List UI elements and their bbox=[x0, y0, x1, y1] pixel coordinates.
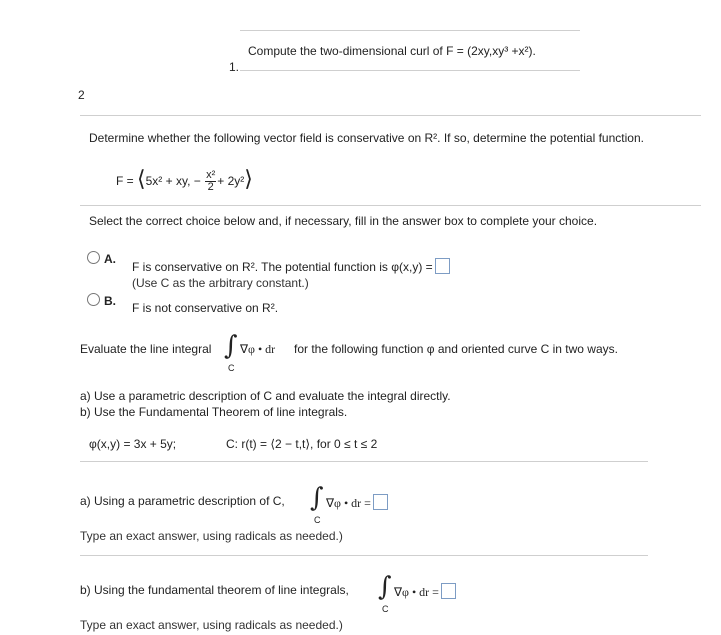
q2-top-divider bbox=[80, 115, 701, 116]
answer-a-integral-icon: ∫ bbox=[310, 483, 324, 513]
q1-prompt: Compute the two-dimensional curl of F = (2xy,xy³ +x²). bbox=[248, 44, 536, 58]
answer-b-box[interactable] bbox=[441, 583, 456, 599]
page-marker: 2 bbox=[78, 88, 85, 102]
choice-a-text-line bbox=[132, 258, 450, 274]
answer-b-label: b) Using the fundamental theorem of line integrals, bbox=[80, 583, 349, 597]
answer-a-label: a) Using a parametric description of C, bbox=[80, 494, 285, 508]
answer-a-integrand: ∇φ • dr = bbox=[326, 496, 371, 510]
choice-a-text: F is conservative on R². The potential function is φ(x,y) = bbox=[132, 260, 433, 274]
potential-function-answer-box[interactable] bbox=[435, 258, 450, 274]
field-lhs: F = bbox=[116, 174, 134, 188]
right-angle-bracket: ⟩ bbox=[244, 166, 253, 191]
choice-b-text: F is not conservative on R². bbox=[132, 301, 279, 315]
q3-part-b: b) Use the Fundamental Theorem of line integrals. bbox=[80, 405, 348, 419]
q3-divider-2 bbox=[80, 555, 648, 556]
answer-b-contour: C bbox=[382, 604, 389, 614]
answer-a-note: Type an exact answer, using radicals as needed.) bbox=[80, 529, 343, 543]
vector-field-formula bbox=[116, 165, 253, 193]
q3-intro-after: for the following function φ and oriented curve C in two ways. bbox=[294, 342, 618, 356]
choice-b[interactable] bbox=[87, 293, 116, 308]
choice-b-radio[interactable] bbox=[87, 293, 100, 306]
q2-prompt: Determine whether the following vector field is conservative on R². If so, determine the potential function. bbox=[89, 131, 644, 145]
field-part1: 5x² + xy, − bbox=[145, 174, 201, 188]
q3-curve: C: r(t) = ⟨2 − t,t⟩, for 0 ≤ t ≤ 2 bbox=[226, 437, 378, 451]
q3-phi: φ(x,y) = 3x + 5y; bbox=[89, 437, 177, 451]
q3-part-a: a) Use a parametric description of C and evaluate the integral directly. bbox=[80, 389, 451, 403]
answer-b-line bbox=[394, 583, 456, 600]
field-part2: + 2y² bbox=[217, 174, 245, 188]
q2-mid-divider bbox=[80, 205, 701, 206]
left-angle-bracket: ⟨ bbox=[137, 166, 146, 191]
answer-a-contour: C bbox=[314, 515, 321, 525]
answer-b-integrand: ∇φ • dr = bbox=[394, 585, 439, 599]
field-fraction bbox=[205, 170, 216, 193]
answer-a-box[interactable] bbox=[373, 494, 388, 510]
answer-b-integral-icon: ∫ bbox=[378, 572, 392, 602]
fraction-numerator: x² bbox=[206, 169, 216, 182]
q2-instruction: Select the correct choice below and, if necessary, fill in the answer box to complete your choice. bbox=[89, 214, 598, 228]
choice-a-radio[interactable] bbox=[87, 251, 100, 264]
q1-top-divider bbox=[240, 30, 580, 31]
answer-b-note: Type an exact answer, using radicals as needed.) bbox=[80, 618, 343, 632]
choice-a[interactable] bbox=[87, 251, 116, 266]
fraction-denominator: 2 bbox=[207, 181, 214, 194]
q3-intro-before: Evaluate the line integral bbox=[80, 342, 212, 356]
q3-intro-integrand: ∇φ • dr bbox=[240, 342, 276, 356]
q3-divider-1 bbox=[80, 461, 648, 462]
q1-bottom-divider bbox=[240, 70, 580, 71]
answer-a-line bbox=[326, 494, 388, 511]
choice-a-letter: A. bbox=[104, 252, 116, 266]
integral-sign-icon: ∫ bbox=[224, 331, 238, 361]
q3-intro-contour: C bbox=[228, 363, 235, 373]
choice-a-note: (Use C as the arbitrary constant.) bbox=[132, 276, 309, 290]
q1-number: 1. bbox=[229, 60, 240, 74]
choice-b-letter: B. bbox=[104, 294, 116, 308]
